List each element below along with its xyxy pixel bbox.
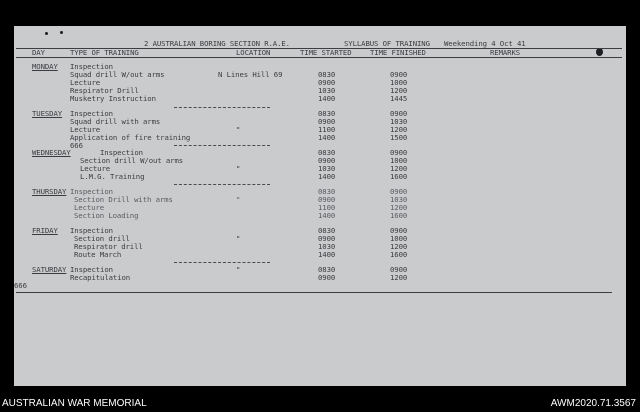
training-type: Musketry Instruction [70,93,156,103]
time-started: 1030 [318,163,336,173]
time-finished: 1030 [390,194,408,204]
training-type: Lecture [74,202,105,212]
archive-id: AWM2020.71.3567 [550,398,636,409]
archive-credit: AUSTRALIAN WAR MEMORIAL [2,398,147,409]
ink-dot [60,31,63,34]
time-started: 0900 [318,233,336,243]
day-label: THURSDAY [32,187,67,196]
day-separator [174,184,270,185]
time-finished: 1200 [390,124,408,134]
training-type: Respirator drill [74,241,143,251]
time-started: 0830 [318,109,336,118]
time-started: 1400 [318,249,336,259]
time-started: 1030 [318,85,336,95]
header-time-started: TIME STARTED [300,48,352,57]
time-started: 1030 [318,241,336,251]
training-type: Squad drill with arms [70,116,161,126]
training-type: Inspection [70,226,113,235]
time-started: 0830 [318,265,336,274]
time-finished: 1500 [390,132,408,142]
footer-rule [16,292,612,293]
training-type: Respirator Drill [70,85,139,95]
syllabus-title: SYLLABUS OF TRAINING [344,39,430,48]
day-label: TUESDAY [32,109,63,118]
time-finished: 0900 [390,148,408,157]
time-finished: 0900 [390,265,408,274]
training-location: " [236,194,241,204]
time-started: 1100 [318,202,336,212]
training-type: Lecture [80,163,111,173]
time-started: 0830 [318,148,336,157]
time-finished: 0900 [390,109,408,118]
time-started: 0900 [318,155,336,165]
day-separator [174,107,270,108]
time-started: 0900 [318,116,336,126]
header-rule-bottom [16,57,622,58]
ink-blot [596,48,603,56]
training-type: Section drill [74,233,130,243]
time-started: 1400 [318,171,336,181]
time-finished: 1030 [390,116,408,126]
time-finished: 1200 [390,163,408,173]
day-label: FRIDAY [32,226,58,235]
training-location: " [236,265,241,274]
training-type: Lecture [70,124,101,134]
header-location: LOCATION [236,48,271,57]
day-label: MONDAY [32,62,58,71]
time-finished: 1600 [390,249,408,259]
time-finished: 1000 [390,155,408,165]
day-separator [174,145,270,146]
time-finished: 1200 [390,85,408,95]
time-started: 1400 [318,132,336,142]
day-separator [174,262,270,263]
week-ending: Weekending 4 Oct 41 [444,39,526,48]
time-finished: 1200 [390,241,408,251]
training-type: Inspection [70,265,113,274]
document-page [14,26,626,386]
training-type: Inspection [70,187,113,196]
training-type: Section Drill with arms [74,194,173,204]
training-type: Squad drill W/out arms [70,69,165,79]
day-label: SATURDAY [32,265,67,274]
header-day: DAY [32,48,45,57]
margin-note: 666 [14,281,27,290]
time-finished: 1200 [390,272,408,282]
time-finished: 1000 [390,233,408,243]
time-started: 0900 [318,77,336,87]
time-started: 0830 [318,69,336,79]
training-type: L.M.G. Training [80,171,145,181]
training-location: N Lines Hill 69 [218,69,283,79]
time-finished: 1000 [390,77,408,87]
time-started: 1400 [318,210,336,220]
ink-dot [45,32,48,35]
time-started: 1400 [318,93,336,103]
header-type: TYPE OF TRAINING [70,48,139,57]
training-location: " [236,163,241,173]
time-finished: 1445 [390,93,408,103]
header-time-finished: TIME FINISHED [370,48,426,57]
training-location: " [236,233,241,243]
time-finished: 0900 [390,69,408,79]
training-type: Section drill W/out arms [80,155,184,165]
unit-title: 2 AUSTRALIAN BORING SECTION R.A.E. [144,39,290,48]
training-type: Recapitulation [70,272,131,282]
time-finished: 1200 [390,202,408,212]
training-type: Route March [74,249,122,259]
day-label: WEDNESDAY [32,148,71,157]
time-started: 0900 [318,272,336,282]
training-type: Inspection [100,148,143,157]
training-type: Application of fire training [70,132,191,142]
time-finished: 1600 [390,171,408,181]
training-type: Inspection [70,109,113,118]
time-finished: 0900 [390,187,408,196]
training-type: Inspection [70,62,113,71]
time-started: 0900 [318,194,336,204]
time-started: 0830 [318,226,336,235]
training-type: 666 [70,140,83,150]
header-remarks: REMARKS [490,48,521,57]
training-type: Section Loading [74,210,139,220]
time-finished: 1600 [390,210,408,220]
time-started: 0830 [318,187,336,196]
training-type: Lecture [70,77,101,87]
training-location: " [236,124,241,134]
time-finished: 0900 [390,226,408,235]
time-started: 1100 [318,124,336,134]
